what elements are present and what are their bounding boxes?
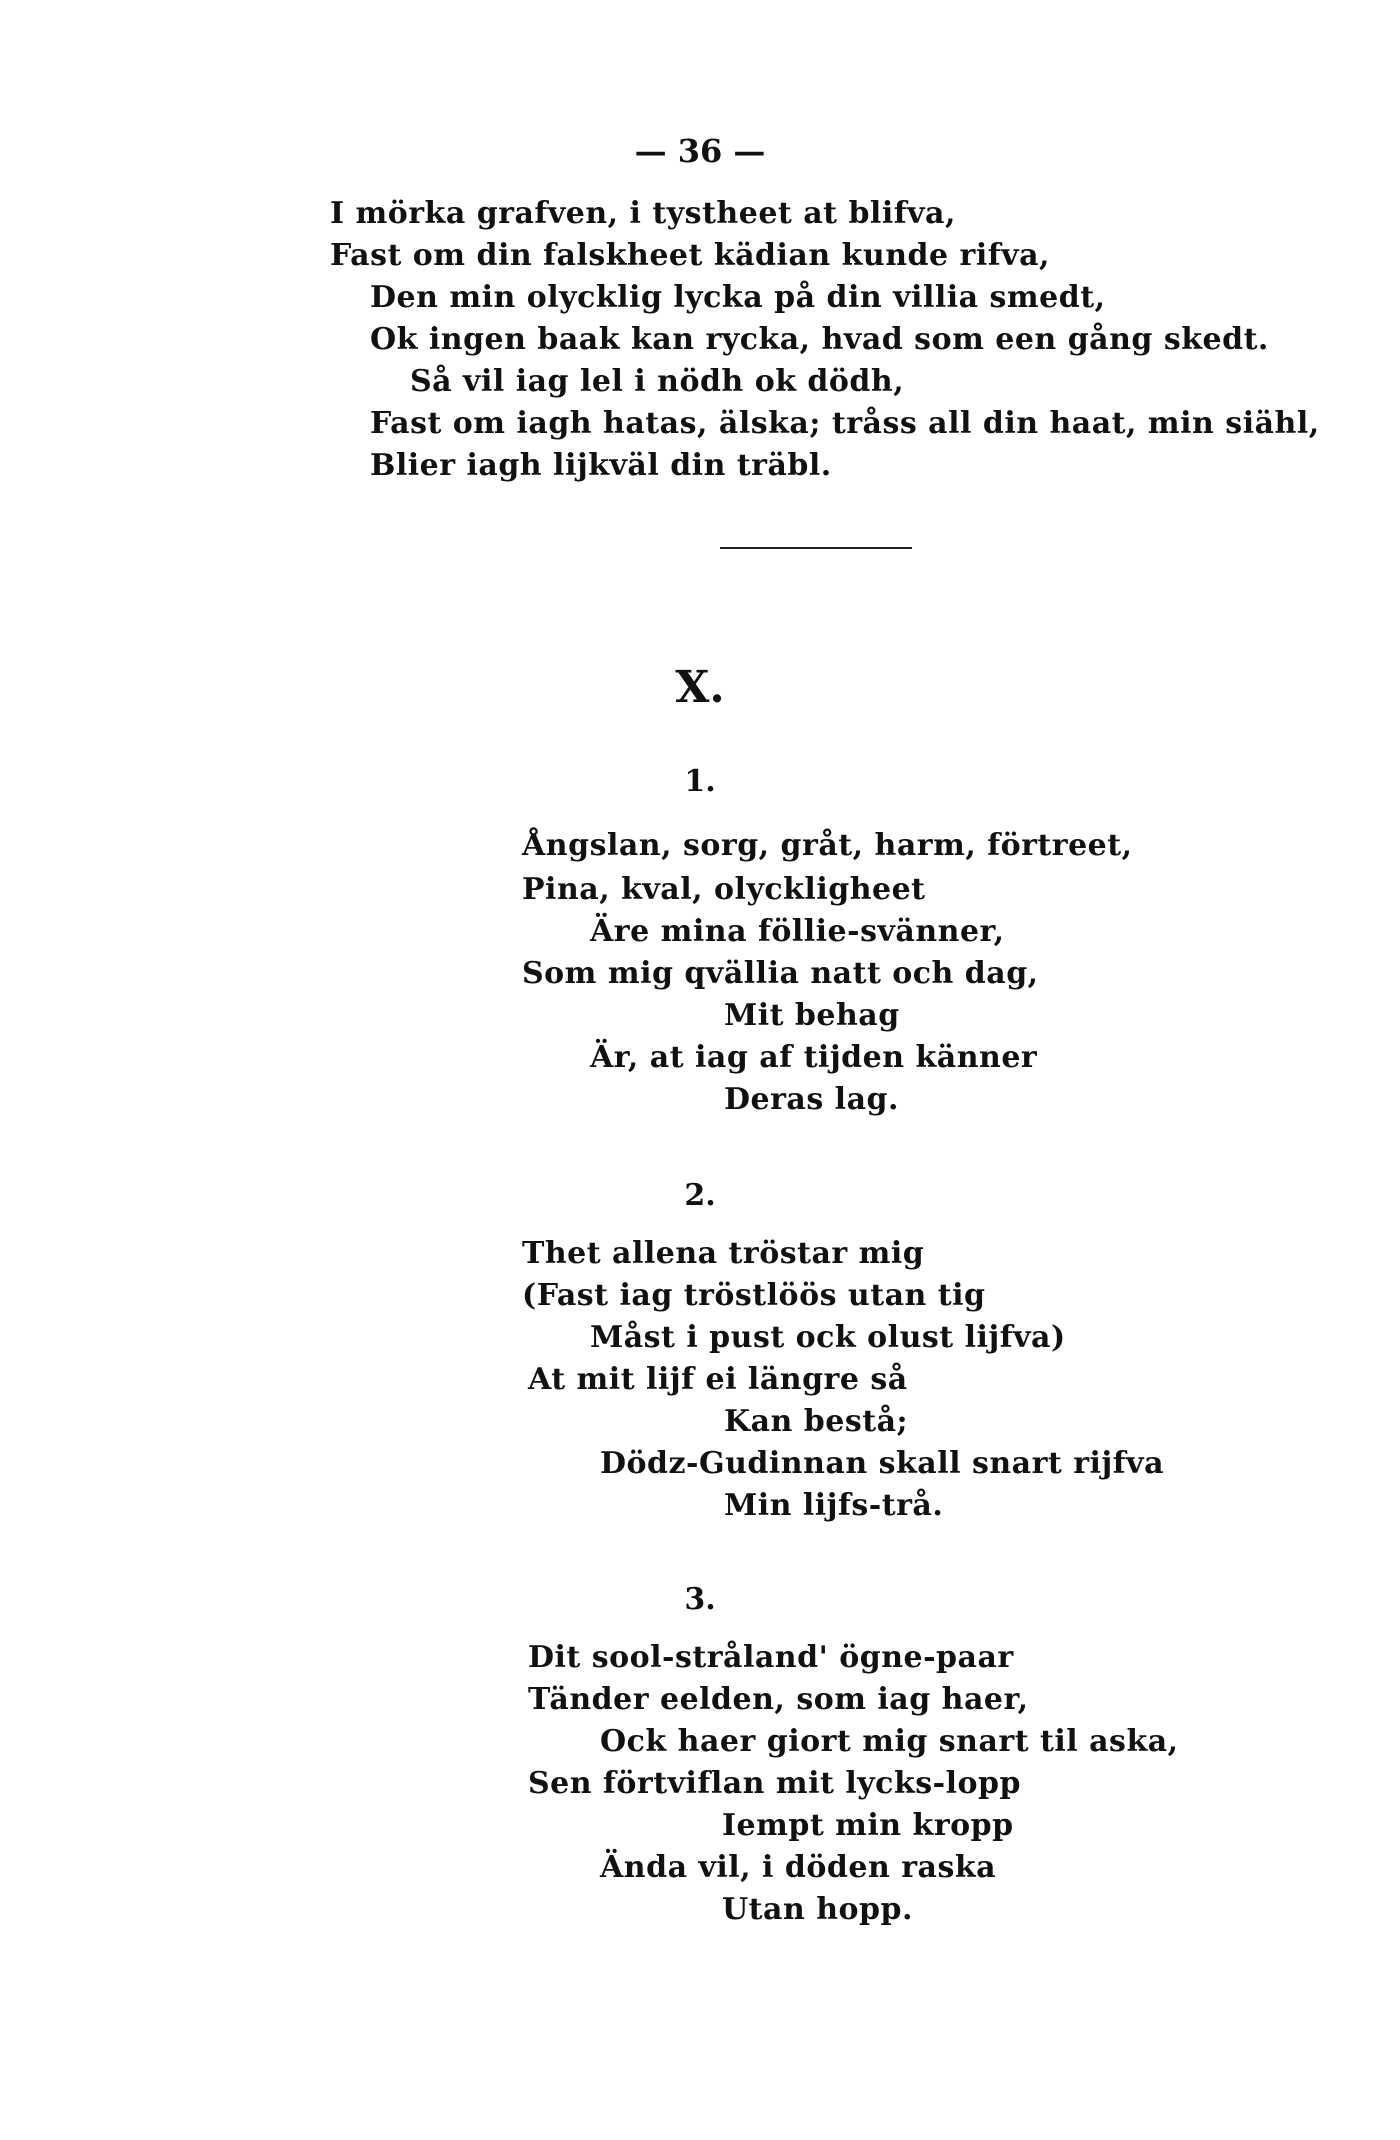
- verse-line: Sen förtviflan mit lycks-lopp: [528, 1766, 1021, 1801]
- verse-line: Pina, kval, olyckligheet: [522, 872, 926, 907]
- verse-line: Kan bestå;: [724, 1404, 909, 1439]
- verse-line: At mit lijf ei längre så: [528, 1362, 908, 1397]
- stanza-number: 2.: [684, 1178, 716, 1213]
- section-divider: [720, 547, 912, 549]
- verse-line: Iempt min kropp: [722, 1808, 1014, 1843]
- verse-line: (Fast iag tröstlöös utan tig: [522, 1278, 986, 1313]
- section-heading: X.: [675, 662, 725, 713]
- verse-line: Deras lag.: [724, 1082, 899, 1117]
- verse-line: Min lijfs-trå.: [724, 1488, 944, 1523]
- verse-line: Blier iagh lijkväl din träbl.: [370, 448, 832, 483]
- stanza-number: 3.: [684, 1582, 716, 1617]
- verse-line: Ända vil, i döden raska: [600, 1850, 997, 1885]
- verse-line: Måst i pust ock olust lijfva): [590, 1320, 1066, 1355]
- verse-line: Så vil iag lel i nödh ok dödh,: [410, 364, 905, 399]
- verse-line: Thet allena tröstar mig: [522, 1236, 925, 1271]
- verse-line: I mörka grafven, i tystheet at blifva,: [330, 196, 956, 231]
- verse-line: Den min olycklig lycka på din villia smedt,: [370, 280, 1106, 315]
- verse-line: Ock haer giort mig snart til aska,: [600, 1724, 1179, 1759]
- verse-line: [522, 826, 1133, 866]
- verse-line: Som mig qvällia natt och dag,: [522, 956, 1039, 991]
- stanza-number: 1.: [684, 764, 716, 799]
- verse-line: Äre mina föllie-svänner,: [590, 914, 1005, 949]
- verse-line: Är, at iag af tijden känner: [590, 1040, 1038, 1075]
- verse-line: Utan hopp.: [722, 1892, 913, 1927]
- verse-line-text: Ångslan, sorg, gråt, harm, förtreet,: [522, 828, 1133, 863]
- verse-line: Mit behag: [724, 998, 900, 1033]
- verse-line: Tänder eelden, som iag haer,: [528, 1682, 1029, 1717]
- verse-line: Fast om din falskheet kädian kunde rifva,: [330, 238, 1050, 273]
- verse-line: Dit sool-stråland' ögne-paar: [528, 1640, 1014, 1675]
- verse-line: Dödz-Gudinnan skall snart rijfva: [600, 1446, 1165, 1481]
- page-number: — 36 —: [634, 132, 766, 170]
- verse-line: Ok ingen baak kan rycka, hvad som een gång skedt.: [370, 322, 1269, 357]
- verse-line: Fast om iagh hatas, älska; tråss all din haat, min siähl,: [370, 406, 1320, 441]
